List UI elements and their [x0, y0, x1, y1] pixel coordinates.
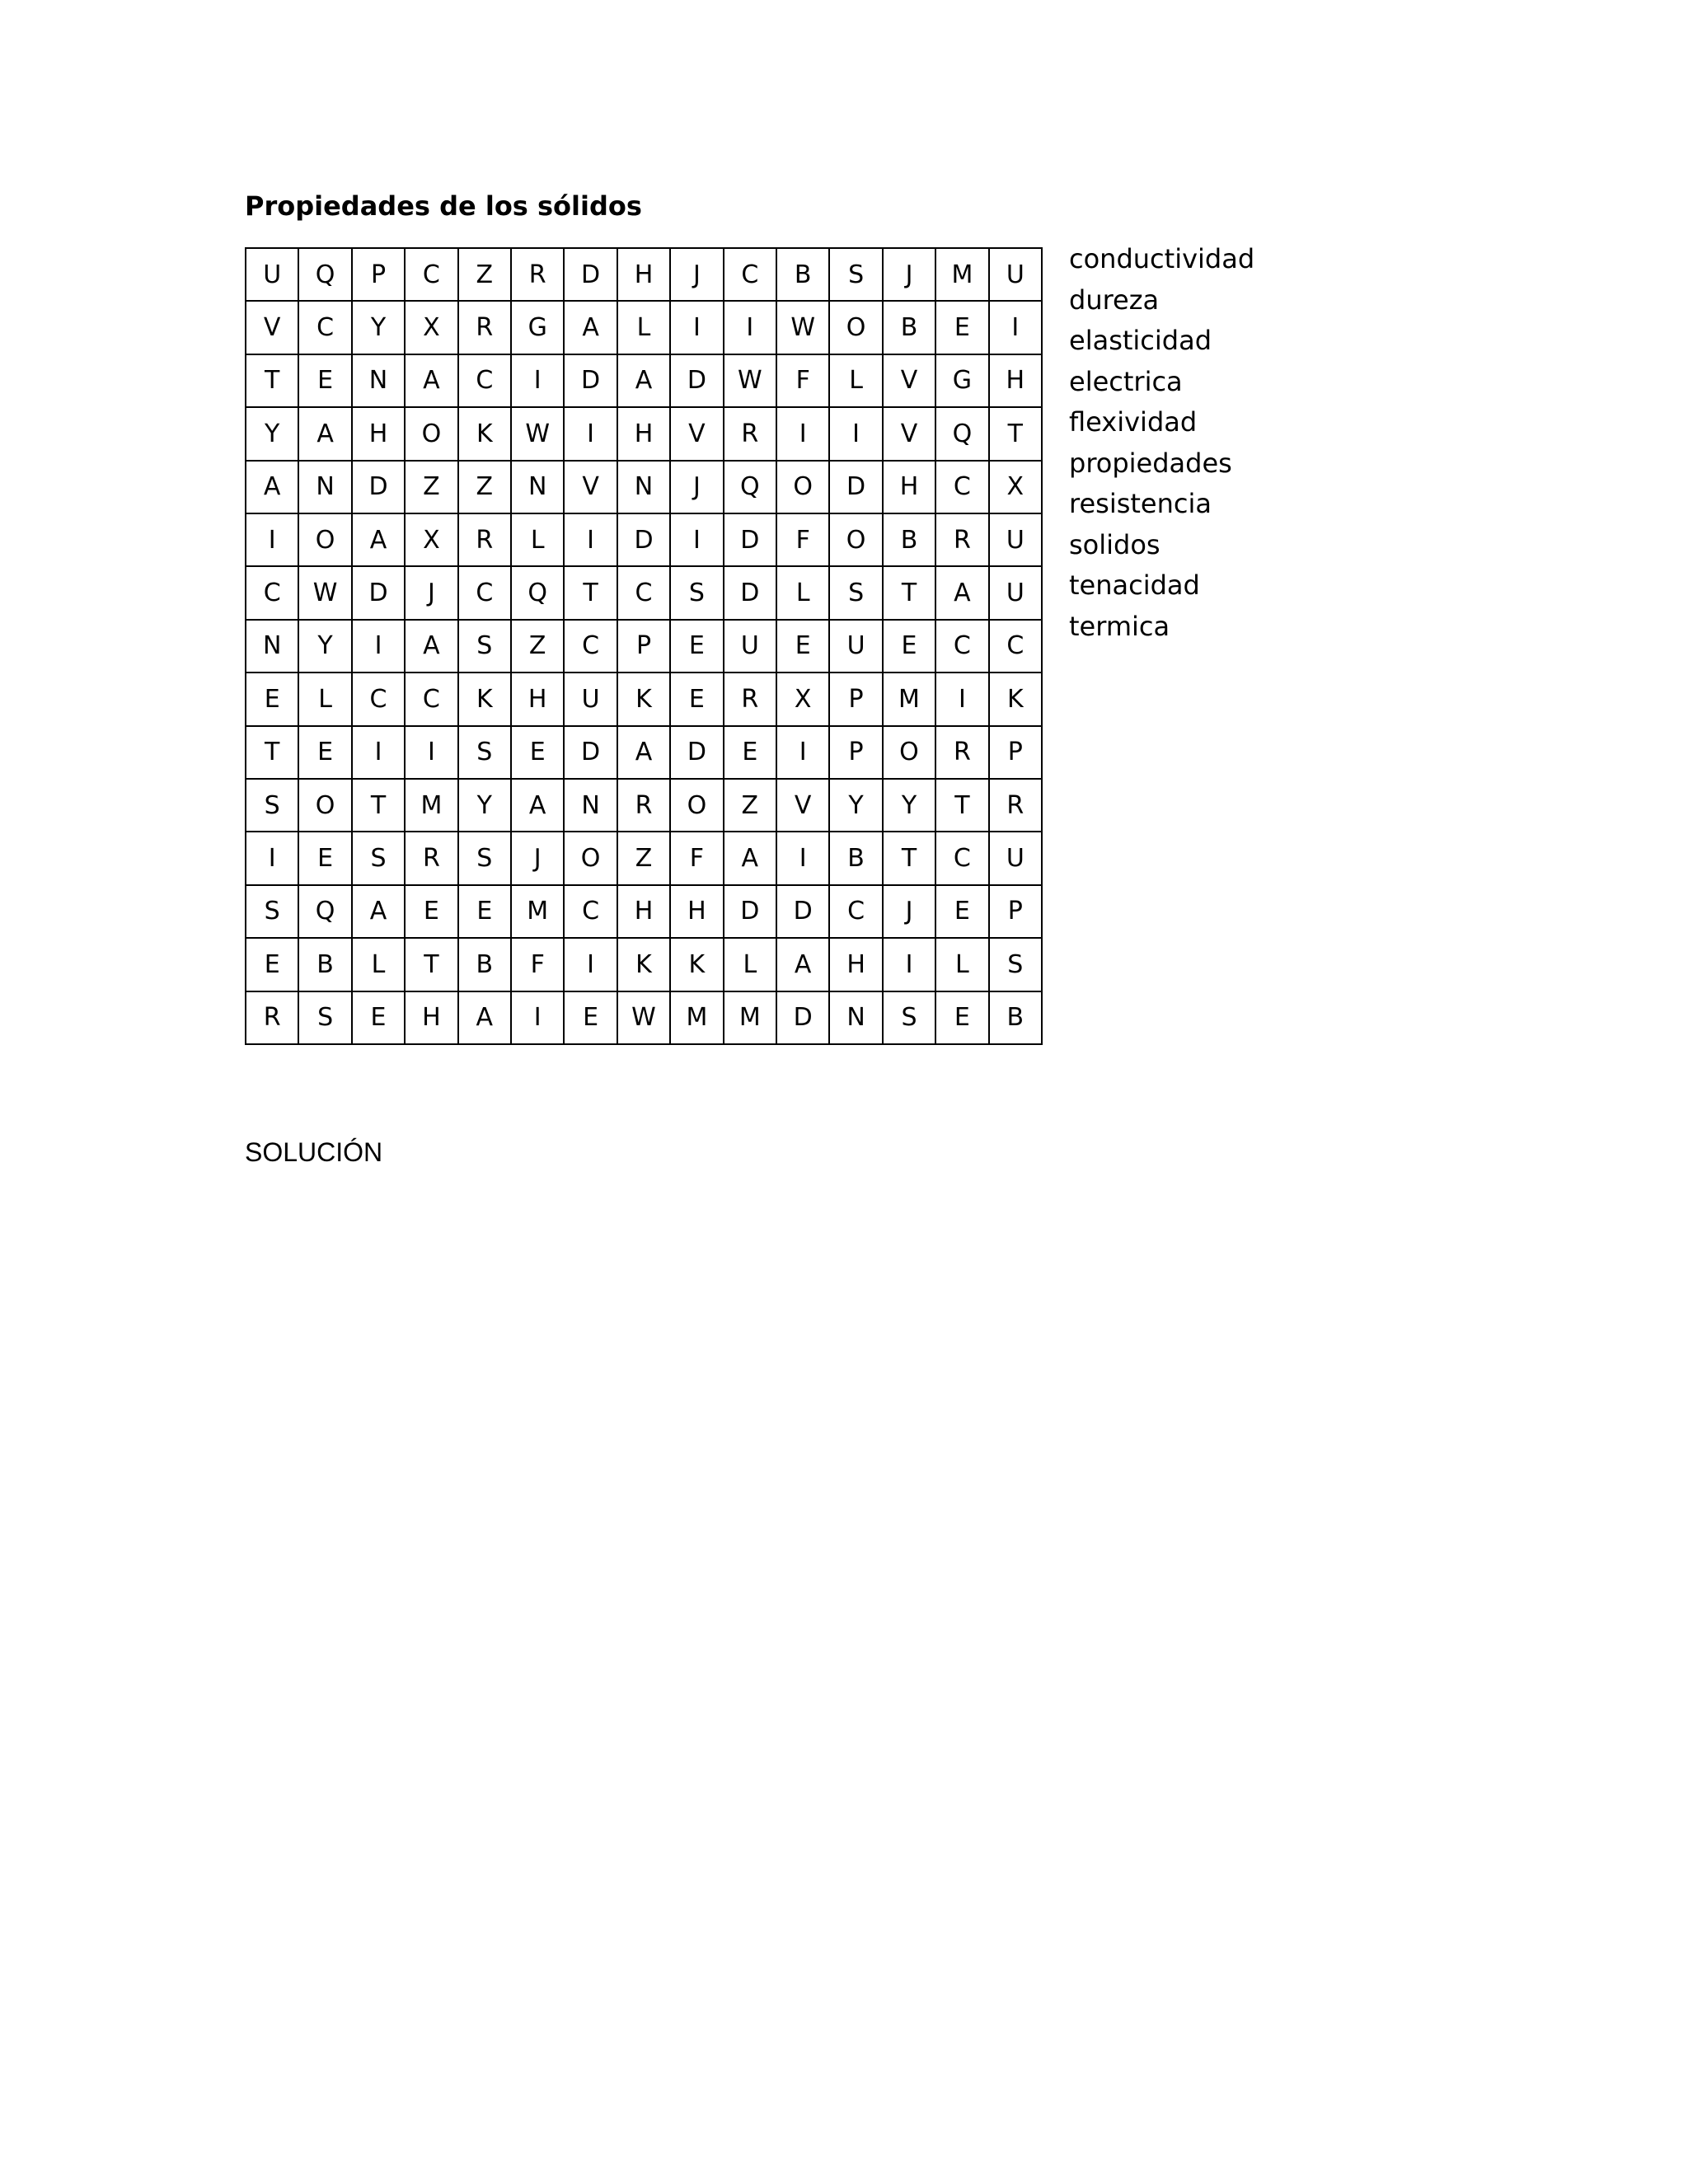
grid-cell: H — [990, 355, 1043, 408]
grid-cell: H — [618, 408, 671, 461]
grid-cell: L — [353, 939, 406, 991]
grid-cell: W — [618, 992, 671, 1045]
grid-cell: D — [565, 249, 617, 302]
grid-cell: I — [884, 939, 936, 991]
grid-cell: T — [246, 355, 299, 408]
grid-cell: E — [353, 992, 406, 1045]
grid-cell: F — [671, 832, 724, 885]
grid-cell: M — [936, 249, 989, 302]
grid-cell: F — [777, 355, 830, 408]
grid-cell: J — [884, 886, 936, 939]
grid-cell: O — [671, 780, 724, 832]
grid-cell: G — [936, 355, 989, 408]
grid-cell: C — [459, 355, 512, 408]
grid-cell: E — [936, 886, 989, 939]
word-list-item: resistencia — [1069, 488, 1212, 519]
grid-cell: A — [512, 780, 565, 832]
grid-cell: L — [936, 939, 989, 991]
grid-cell: N — [565, 780, 617, 832]
grid-cell: D — [671, 355, 724, 408]
grid-cell: E — [936, 992, 989, 1045]
grid-cell: C — [830, 886, 883, 939]
grid-cell: Z — [724, 780, 777, 832]
grid-cell: N — [512, 462, 565, 514]
grid-cell: Q — [299, 886, 352, 939]
grid-cell: C — [406, 673, 458, 726]
grid-cell: U — [990, 832, 1043, 885]
word-list-item: conductividad — [1069, 243, 1255, 274]
word-list-item: solidos — [1069, 528, 1160, 560]
grid-cell: J — [671, 249, 724, 302]
grid-cell: E — [777, 621, 830, 673]
grid-cell: H — [618, 886, 671, 939]
grid-cell: S — [299, 992, 352, 1045]
grid-cell: U — [990, 249, 1043, 302]
grid-cell: W — [512, 408, 565, 461]
word-list-item: dureza — [1069, 284, 1160, 316]
grid-cell: D — [724, 567, 777, 620]
grid-cell: U — [565, 673, 617, 726]
grid-cell: W — [724, 355, 777, 408]
grid-cell: A — [246, 462, 299, 514]
grid-cell: C — [406, 249, 458, 302]
grid-cell: E — [724, 727, 777, 780]
grid-cell: O — [884, 727, 936, 780]
grid-cell: M — [884, 673, 936, 726]
grid-cell: E — [246, 939, 299, 991]
grid-cell: M — [406, 780, 458, 832]
word-list-item: flexividad — [1069, 406, 1198, 438]
grid-cell: J — [512, 832, 565, 885]
grid-cell: I — [830, 408, 883, 461]
grid-cell: S — [671, 567, 724, 620]
grid-cell: V — [671, 408, 724, 461]
grid-cell: W — [299, 567, 352, 620]
grid-cell: T — [246, 727, 299, 780]
grid-cell: C — [990, 621, 1043, 673]
grid-cell: A — [459, 992, 512, 1045]
grid-cell: M — [724, 992, 777, 1045]
grid-cell: A — [353, 514, 406, 567]
grid-cell: U — [246, 249, 299, 302]
word-list — [1069, 239, 1254, 647]
grid-cell: A — [299, 408, 352, 461]
grid-cell: I — [406, 727, 458, 780]
word-list-item: tenacidad — [1069, 569, 1200, 601]
grid-cell: V — [884, 408, 936, 461]
grid-cell: P — [618, 621, 671, 673]
grid-cell: I — [671, 514, 724, 567]
grid-cell: E — [246, 673, 299, 726]
grid-cell: D — [565, 727, 617, 780]
word-list-item: propiedades — [1069, 447, 1232, 479]
grid-cell: J — [406, 567, 458, 620]
grid-cell: L — [512, 514, 565, 567]
grid-cell: V — [565, 462, 617, 514]
grid-cell: E — [299, 832, 352, 885]
grid-cell: O — [777, 462, 830, 514]
grid-cell: I — [777, 408, 830, 461]
grid-cell: P — [990, 886, 1043, 939]
grid-cell: Z — [459, 249, 512, 302]
grid-cell: I — [353, 727, 406, 780]
solution-heading: SOLUCIÓN — [245, 1137, 383, 1167]
grid-cell: O — [565, 832, 617, 885]
grid-cell: B — [459, 939, 512, 991]
grid-cell: C — [936, 462, 989, 514]
grid-cell: C — [353, 673, 406, 726]
grid-cell: E — [512, 727, 565, 780]
grid-cell: N — [246, 621, 299, 673]
grid-cell: R — [936, 514, 989, 567]
grid-cell: B — [884, 302, 936, 354]
grid-cell: I — [671, 302, 724, 354]
grid-cell: R — [459, 302, 512, 354]
grid-cell: W — [777, 302, 830, 354]
grid-cell: C — [565, 886, 617, 939]
grid-cell: V — [777, 780, 830, 832]
grid-cell: O — [299, 514, 352, 567]
grid-cell: Y — [299, 621, 352, 673]
word-search-grid — [245, 247, 1043, 1045]
grid-cell: A — [353, 886, 406, 939]
grid-cell: J — [671, 462, 724, 514]
grid-cell: U — [830, 621, 883, 673]
grid-cell: M — [512, 886, 565, 939]
grid-cell: H — [512, 673, 565, 726]
grid-cell: P — [990, 727, 1043, 780]
grid-cell: E — [671, 621, 724, 673]
grid-cell: L — [618, 302, 671, 354]
grid-cell: D — [353, 567, 406, 620]
grid-cell: D — [565, 355, 617, 408]
grid-cell: U — [724, 621, 777, 673]
grid-cell: Q — [299, 249, 352, 302]
grid-cell: Q — [724, 462, 777, 514]
grid-cell: E — [459, 886, 512, 939]
grid-cell: O — [406, 408, 458, 461]
grid-cell: S — [353, 832, 406, 885]
grid-cell: L — [724, 939, 777, 991]
grid-cell: I — [936, 673, 989, 726]
grid-cell: K — [459, 673, 512, 726]
grid-cell: U — [990, 514, 1043, 567]
grid-cell: F — [777, 514, 830, 567]
grid-cell: Y — [830, 780, 883, 832]
grid-cell: I — [353, 621, 406, 673]
grid-cell: B — [884, 514, 936, 567]
grid-cell: C — [299, 302, 352, 354]
grid-cell: K — [990, 673, 1043, 726]
grid-cell: Y — [884, 780, 936, 832]
grid-cell: K — [618, 673, 671, 726]
grid-cell: R — [406, 832, 458, 885]
grid-cell: X — [777, 673, 830, 726]
grid-cell: N — [618, 462, 671, 514]
grid-cell: U — [990, 567, 1043, 620]
grid-cell: A — [724, 832, 777, 885]
grid-cell: T — [884, 567, 936, 620]
grid-cell: H — [884, 462, 936, 514]
grid-cell: S — [884, 992, 936, 1045]
grid-cell: E — [884, 621, 936, 673]
grid-cell: A — [777, 939, 830, 991]
grid-cell: I — [565, 408, 617, 461]
grid-cell: C — [565, 621, 617, 673]
grid-cell: H — [353, 408, 406, 461]
grid-cell: A — [406, 355, 458, 408]
grid-cell: T — [565, 567, 617, 620]
grid-cell: R — [990, 780, 1043, 832]
grid-cell: Z — [406, 462, 458, 514]
grid-cell: D — [353, 462, 406, 514]
grid-cell: S — [246, 780, 299, 832]
grid-cell: X — [990, 462, 1043, 514]
grid-cell: D — [724, 514, 777, 567]
grid-cell: Z — [618, 832, 671, 885]
grid-cell: O — [830, 302, 883, 354]
grid-cell: N — [353, 355, 406, 408]
grid-cell: S — [830, 567, 883, 620]
grid-cell: L — [299, 673, 352, 726]
grid-cell: G — [512, 302, 565, 354]
grid-cell: L — [830, 355, 883, 408]
grid-cell: A — [618, 355, 671, 408]
grid-cell: A — [936, 567, 989, 620]
grid-cell: S — [459, 727, 512, 780]
grid-cell: R — [724, 408, 777, 461]
grid-cell: H — [671, 886, 724, 939]
grid-cell: E — [671, 673, 724, 726]
grid-cell: S — [459, 832, 512, 885]
grid-cell: B — [777, 249, 830, 302]
grid-cell: L — [777, 567, 830, 620]
grid-cell: V — [246, 302, 299, 354]
grid-cell: T — [990, 408, 1043, 461]
grid-cell: H — [618, 249, 671, 302]
grid-cell: R — [459, 514, 512, 567]
grid-cell: C — [936, 832, 989, 885]
grid-cell: T — [936, 780, 989, 832]
grid-cell: I — [777, 727, 830, 780]
grid-cell: A — [406, 621, 458, 673]
puzzle-title: Propiedades de los sólidos — [245, 190, 642, 222]
grid-cell: D — [830, 462, 883, 514]
grid-cell: B — [990, 992, 1043, 1045]
grid-cell: Y — [353, 302, 406, 354]
grid-cell: S — [246, 886, 299, 939]
word-list-item: termica — [1069, 610, 1170, 642]
word-list-item: electrica — [1069, 365, 1183, 397]
grid-cell: P — [830, 727, 883, 780]
grid-cell: X — [406, 302, 458, 354]
grid-cell: I — [246, 514, 299, 567]
grid-cell: P — [830, 673, 883, 726]
grid-cell: T — [406, 939, 458, 991]
grid-cell: C — [246, 567, 299, 620]
grid-cell: A — [618, 727, 671, 780]
grid-cell: Y — [246, 408, 299, 461]
grid-cell: M — [671, 992, 724, 1045]
grid-cell: H — [406, 992, 458, 1045]
grid-cell: Q — [936, 408, 989, 461]
grid-cell: R — [246, 992, 299, 1045]
grid-cell: R — [936, 727, 989, 780]
grid-cell: X — [406, 514, 458, 567]
grid-cell: N — [299, 462, 352, 514]
grid-cell: T — [884, 832, 936, 885]
grid-cell: E — [936, 302, 989, 354]
grid-cell: E — [299, 355, 352, 408]
grid-cell: F — [512, 939, 565, 991]
grid-cell: K — [618, 939, 671, 991]
grid-cell: D — [618, 514, 671, 567]
grid-cell: A — [565, 302, 617, 354]
grid-cell: C — [936, 621, 989, 673]
grid-cell: E — [406, 886, 458, 939]
grid-cell: B — [830, 832, 883, 885]
grid-cell: E — [565, 992, 617, 1045]
grid-cell: I — [565, 939, 617, 991]
grid-cell: Z — [512, 621, 565, 673]
grid-cell: P — [353, 249, 406, 302]
word-list-item: elasticidad — [1069, 325, 1212, 356]
grid-cell: Z — [459, 462, 512, 514]
grid-cell: H — [830, 939, 883, 991]
grid-cell: D — [724, 886, 777, 939]
grid-cell: K — [671, 939, 724, 991]
grid-cell: I — [777, 832, 830, 885]
grid-cell: B — [299, 939, 352, 991]
grid-cell: I — [246, 832, 299, 885]
grid-cell: D — [777, 886, 830, 939]
grid-cell: R — [724, 673, 777, 726]
grid-cell: S — [990, 939, 1043, 991]
grid-cell: D — [671, 727, 724, 780]
grid-cell: D — [777, 992, 830, 1045]
grid-cell: C — [724, 249, 777, 302]
grid-cell: Y — [459, 780, 512, 832]
grid-cell: V — [884, 355, 936, 408]
grid-cell: C — [459, 567, 512, 620]
grid-cell: I — [512, 355, 565, 408]
grid-cell: I — [565, 514, 617, 567]
grid-cell: I — [512, 992, 565, 1045]
grid-cell: C — [618, 567, 671, 620]
grid-cell: O — [299, 780, 352, 832]
grid-cell: J — [884, 249, 936, 302]
grid-cell: R — [618, 780, 671, 832]
grid-cell: T — [353, 780, 406, 832]
grid-cell: I — [990, 302, 1043, 354]
grid-cell: S — [830, 249, 883, 302]
grid-cell: Q — [512, 567, 565, 620]
grid-cell: E — [299, 727, 352, 780]
grid-cell: O — [830, 514, 883, 567]
grid-cell: I — [724, 302, 777, 354]
grid-cell: N — [830, 992, 883, 1045]
grid-cell: K — [459, 408, 512, 461]
grid-cell: S — [459, 621, 512, 673]
grid-cell: R — [512, 249, 565, 302]
